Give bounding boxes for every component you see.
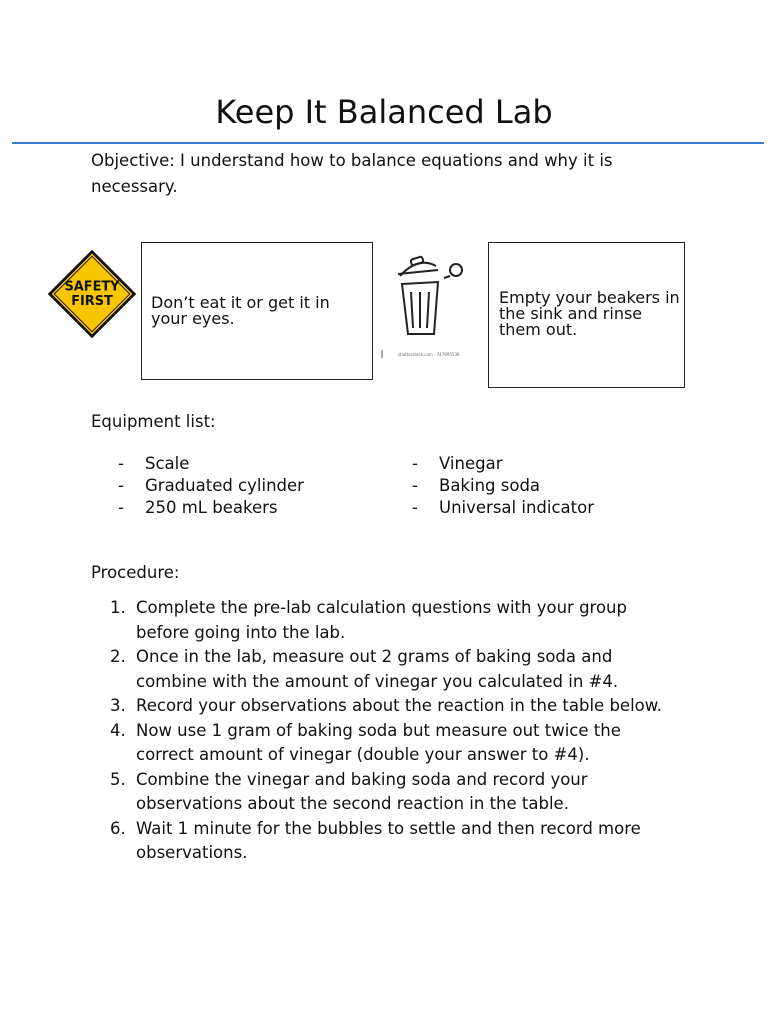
equipment-item: - Baking soda (412, 475, 594, 497)
equipment-item: - Scale (118, 453, 304, 475)
procedure-step (110, 719, 670, 768)
equipment-label: Equipment list: (91, 412, 216, 431)
step-number: 1. (110, 598, 126, 617)
procedure-step (110, 817, 670, 866)
step-text: Complete the pre-lab calculation questions with your group before going into the lab. (136, 598, 627, 642)
equipment-list-column2 (412, 453, 594, 519)
page-title: Keep It Balanced Lab (215, 93, 553, 131)
step-number: 4. (110, 720, 126, 740)
safety-rule-text: Don’t eat it or get it in your eyes. (151, 293, 330, 328)
step-text: Combine the vinegar and baking soda and record your observations about the second reaction in the table. (136, 769, 588, 813)
equipment-list-column1 (118, 453, 304, 519)
step-number: 2. (110, 647, 126, 666)
safety-rule-text: Empty your beakers in the sink and rinse them out. (499, 288, 680, 339)
step-text: Wait 1 minute for the bubbles to settle and then record more observations. (136, 818, 641, 862)
step-text: Record your observations about the reaction in the table below. (136, 696, 662, 715)
step-text: Once in the lab, measure out 2 grams of baking soda and combine with the amount of vinegar you calculated in #4. (136, 647, 619, 691)
trash-can-icon (378, 246, 474, 364)
sign-text-line1: SAFETY (64, 279, 120, 295)
procedure-step (110, 645, 670, 694)
procedure-label: Procedure: (91, 563, 180, 582)
equipment-item: - Graduated cylinder (118, 475, 304, 497)
procedure-step (110, 694, 670, 719)
procedure-step (110, 768, 670, 817)
step-number: 5. (110, 769, 126, 789)
safety-rule-box-empty (488, 242, 685, 388)
sign-text-line2: FIRST (71, 294, 113, 310)
trash-image-caption: shutterstock.com · 747995536 (398, 352, 460, 357)
equipment-item: - Vinegar (412, 453, 594, 475)
equipment-item: - 250 mL beakers (118, 497, 304, 519)
equipment-item: - Universal indicator (412, 497, 594, 519)
safety-rule-box-eat (141, 242, 373, 380)
step-number: 3. (110, 696, 126, 715)
procedure-steps (110, 596, 670, 866)
objective-text: Objective: I understand how to balance equations and why it is necessary. (91, 151, 613, 196)
procedure-step (110, 596, 670, 645)
safety-first-sign-icon (46, 248, 138, 340)
step-number: 6. (110, 818, 126, 838)
title-divider (12, 142, 764, 144)
step-text: Now use 1 gram of baking soda but measure out twice the correct amount of vinegar (double your answer to #4). (136, 720, 621, 764)
